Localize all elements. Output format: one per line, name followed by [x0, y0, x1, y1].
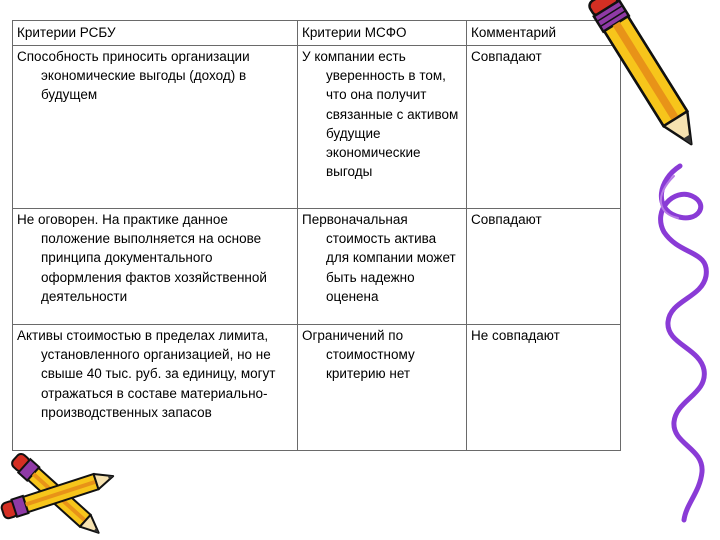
crossed-pencils-clipart-icon: [0, 448, 140, 540]
header-comment: Комментарий: [467, 21, 621, 46]
cell-msfo: Ограничений по стоимостному критерию нет: [298, 325, 467, 451]
header-rsbu: Критерии РСБУ: [13, 21, 298, 46]
cell-msfo: У компании есть уверенность в том, что она получит связанные с активом будущие экономические выгоды: [298, 46, 467, 209]
cell-comment: Совпадают: [467, 209, 621, 325]
table-header-row: [13, 21, 621, 46]
cell-msfo: Первоначальная стоимость актива для компании может быть надежно оценена: [298, 209, 467, 325]
cell-comment: Не совпадают: [467, 325, 621, 451]
table-row: [13, 325, 621, 451]
cell-rsbu: Способность приносить организации экономические выгоды (доход) в будущем: [13, 46, 298, 209]
cell-comment: Совпадают: [467, 46, 621, 209]
cell-rsbu: Не оговорен. На практике данное положение выполняется на основе принципа документального оформления фактов хозяйственной деятельности: [13, 209, 298, 325]
header-msfo: Критерии МСФО: [298, 21, 467, 46]
table-row: [13, 209, 621, 325]
table-row: [13, 46, 621, 209]
pencil-clipart-icon: [588, 0, 720, 540]
cell-rsbu: Активы стоимостью в пределах лимита, установленного организацией, но не свыше 40 тыс. руб. за единицу, могут отражаться в составе материально-производственных запасов: [13, 325, 298, 451]
criteria-comparison-table: [12, 20, 621, 451]
